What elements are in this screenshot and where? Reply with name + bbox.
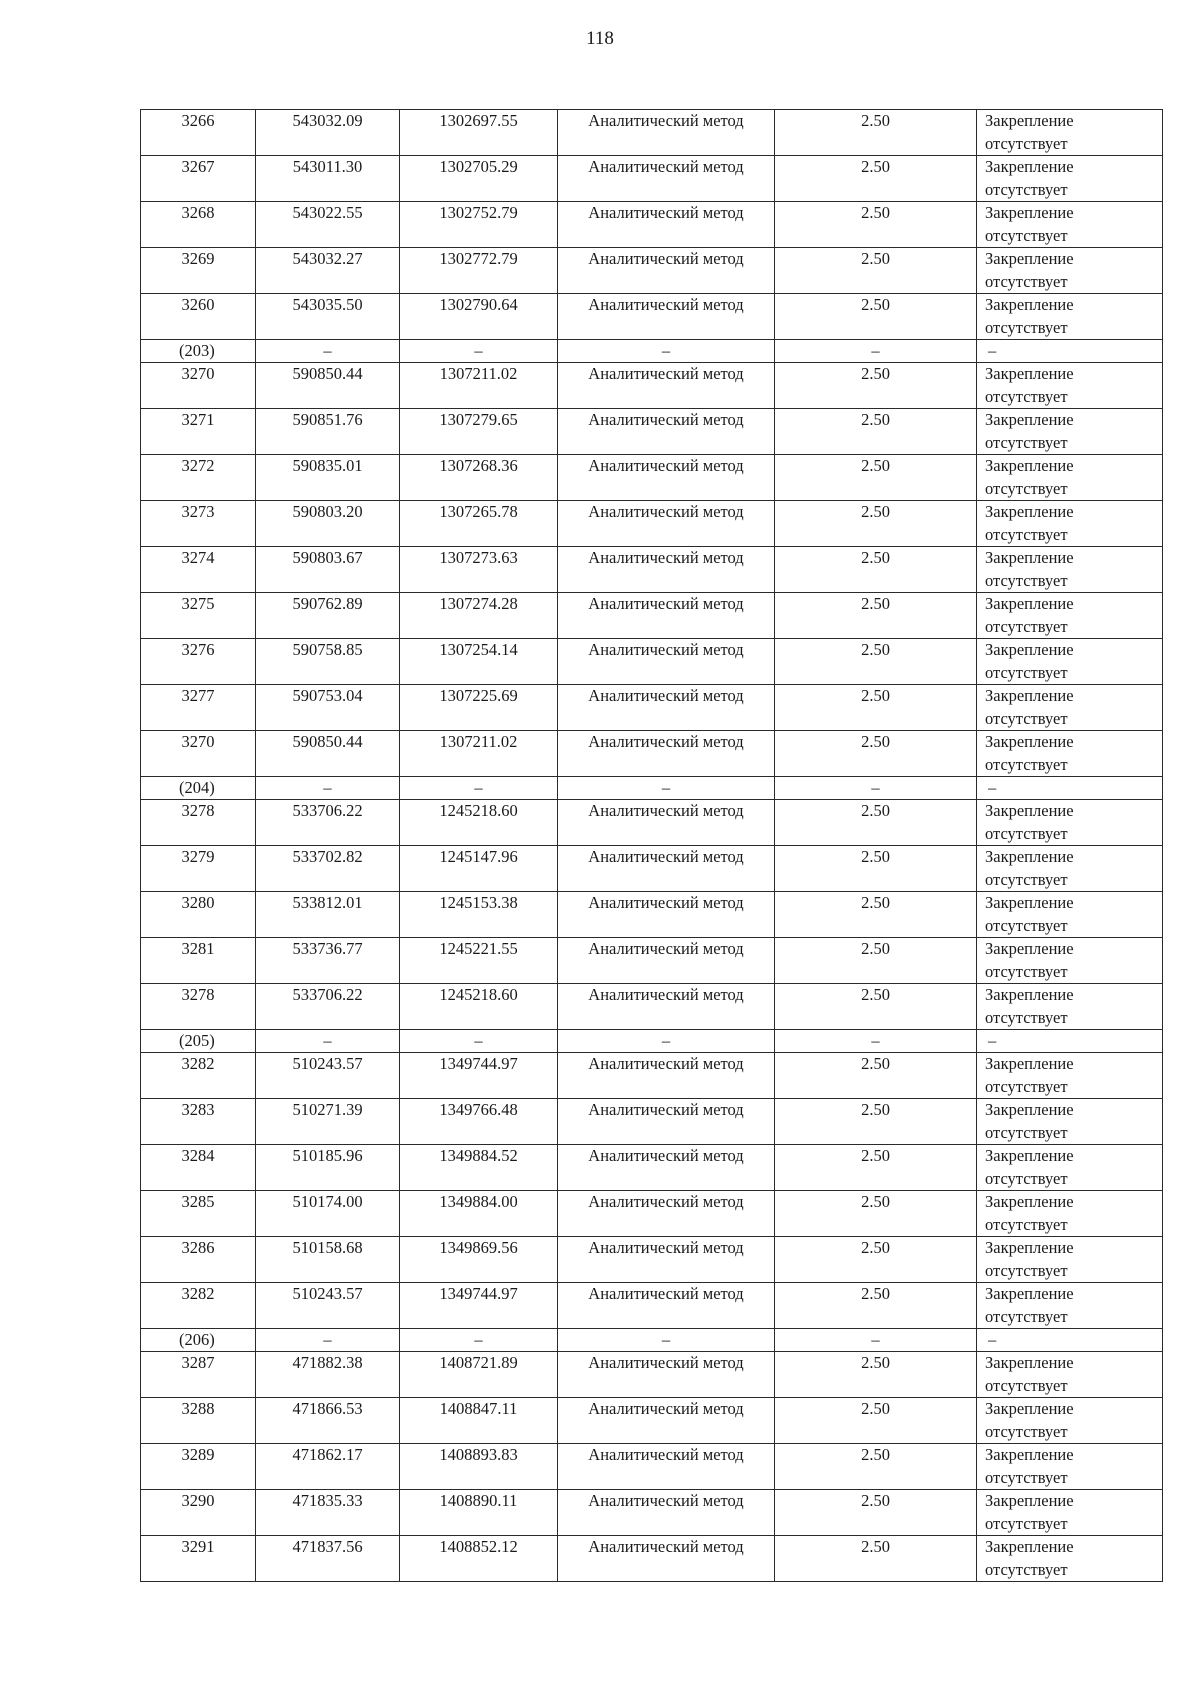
accuracy-cell: 2.50 bbox=[775, 685, 977, 731]
x-coordinate-cell: 543035.50 bbox=[256, 294, 400, 340]
y-coordinate-cell: 1349744.97 bbox=[400, 1053, 558, 1099]
method-cell: Аналитический метод bbox=[558, 1191, 775, 1237]
accuracy-cell: 2.50 bbox=[775, 363, 977, 409]
table-row bbox=[141, 547, 1163, 593]
coordinates-table-body bbox=[141, 110, 1163, 1582]
point-id-cell: 3290 bbox=[141, 1490, 256, 1536]
fixing-description-cell: Закрепление отсутствует bbox=[977, 1490, 1163, 1536]
y-coordinate-cell: 1408852.12 bbox=[400, 1536, 558, 1582]
accuracy-cell: 2.50 bbox=[775, 1237, 977, 1283]
x-coordinate-cell: 543011.30 bbox=[256, 156, 400, 202]
x-coordinate-cell: 471837.56 bbox=[256, 1536, 400, 1582]
y-coordinate-cell: – bbox=[400, 340, 558, 363]
x-coordinate-cell: 471882.38 bbox=[256, 1352, 400, 1398]
x-coordinate-cell: 590850.44 bbox=[256, 731, 400, 777]
table-row bbox=[141, 938, 1163, 984]
y-coordinate-cell: 1245218.60 bbox=[400, 800, 558, 846]
table-group-separator-row bbox=[141, 1329, 1163, 1352]
method-cell: Аналитический метод bbox=[558, 455, 775, 501]
x-coordinate-cell: 510243.57 bbox=[256, 1283, 400, 1329]
y-coordinate-cell: – bbox=[400, 1329, 558, 1352]
method-cell: Аналитический метод bbox=[558, 1536, 775, 1582]
x-coordinate-cell: 471866.53 bbox=[256, 1398, 400, 1444]
y-coordinate-cell: 1349884.52 bbox=[400, 1145, 558, 1191]
y-coordinate-cell: 1245218.60 bbox=[400, 984, 558, 1030]
method-cell: Аналитический метод bbox=[558, 800, 775, 846]
table-row bbox=[141, 248, 1163, 294]
y-coordinate-cell: 1307211.02 bbox=[400, 731, 558, 777]
fixing-description-cell: Закрепление отсутствует bbox=[977, 409, 1163, 455]
point-id-cell: 3278 bbox=[141, 984, 256, 1030]
accuracy-cell: 2.50 bbox=[775, 846, 977, 892]
point-id-cell: 3274 bbox=[141, 547, 256, 593]
point-id-cell: 3260 bbox=[141, 294, 256, 340]
table-row bbox=[141, 110, 1163, 156]
table-row bbox=[141, 156, 1163, 202]
table-group-separator-row bbox=[141, 777, 1163, 800]
x-coordinate-cell: 510243.57 bbox=[256, 1053, 400, 1099]
point-id-cell: 3271 bbox=[141, 409, 256, 455]
fixing-description-cell: – bbox=[977, 1030, 1163, 1053]
y-coordinate-cell: 1307265.78 bbox=[400, 501, 558, 547]
y-coordinate-cell: 1307273.63 bbox=[400, 547, 558, 593]
y-coordinate-cell: 1302752.79 bbox=[400, 202, 558, 248]
point-id-cell: 3275 bbox=[141, 593, 256, 639]
fixing-description-cell: Закрепление отсутствует bbox=[977, 547, 1163, 593]
x-coordinate-cell: 590851.76 bbox=[256, 409, 400, 455]
method-cell: Аналитический метод bbox=[558, 1444, 775, 1490]
fixing-description-cell: Закрепление отсутствует bbox=[977, 294, 1163, 340]
method-cell: Аналитический метод bbox=[558, 938, 775, 984]
method-cell: – bbox=[558, 777, 775, 800]
x-coordinate-cell: 533706.22 bbox=[256, 984, 400, 1030]
table-row bbox=[141, 892, 1163, 938]
method-cell: Аналитический метод bbox=[558, 846, 775, 892]
y-coordinate-cell: 1302772.79 bbox=[400, 248, 558, 294]
y-coordinate-cell: 1408721.89 bbox=[400, 1352, 558, 1398]
y-coordinate-cell: 1349766.48 bbox=[400, 1099, 558, 1145]
accuracy-cell: 2.50 bbox=[775, 1099, 977, 1145]
method-cell: Аналитический метод bbox=[558, 1352, 775, 1398]
y-coordinate-cell: 1245221.55 bbox=[400, 938, 558, 984]
table-row bbox=[141, 501, 1163, 547]
point-id-cell: 3267 bbox=[141, 156, 256, 202]
x-coordinate-cell: 590835.01 bbox=[256, 455, 400, 501]
point-id-cell: 3268 bbox=[141, 202, 256, 248]
accuracy-cell: 2.50 bbox=[775, 593, 977, 639]
method-cell: Аналитический метод bbox=[558, 1490, 775, 1536]
fixing-description-cell: – bbox=[977, 777, 1163, 800]
method-cell: Аналитический метод bbox=[558, 1398, 775, 1444]
fixing-description-cell: Закрепление отсутствует bbox=[977, 1099, 1163, 1145]
point-id-cell: 3278 bbox=[141, 800, 256, 846]
method-cell: Аналитический метод bbox=[558, 1237, 775, 1283]
point-id-cell: 3269 bbox=[141, 248, 256, 294]
fixing-description-cell: – bbox=[977, 1329, 1163, 1352]
method-cell: Аналитический метод bbox=[558, 984, 775, 1030]
method-cell: – bbox=[558, 340, 775, 363]
x-coordinate-cell: 510271.39 bbox=[256, 1099, 400, 1145]
fixing-description-cell: Закрепление отсутствует bbox=[977, 1398, 1163, 1444]
x-coordinate-cell: 533736.77 bbox=[256, 938, 400, 984]
x-coordinate-cell: 590850.44 bbox=[256, 363, 400, 409]
point-id-cell: (206) bbox=[141, 1329, 256, 1352]
fixing-description-cell: Закрепление отсутствует bbox=[977, 1283, 1163, 1329]
method-cell: Аналитический метод bbox=[558, 110, 775, 156]
accuracy-cell: 2.50 bbox=[775, 1053, 977, 1099]
x-coordinate-cell: – bbox=[256, 1329, 400, 1352]
y-coordinate-cell: – bbox=[400, 777, 558, 800]
table-row bbox=[141, 1283, 1163, 1329]
table-row bbox=[141, 1145, 1163, 1191]
fixing-description-cell: Закрепление отсутствует bbox=[977, 455, 1163, 501]
point-id-cell: 3277 bbox=[141, 685, 256, 731]
y-coordinate-cell: 1349744.97 bbox=[400, 1283, 558, 1329]
x-coordinate-cell: – bbox=[256, 777, 400, 800]
point-id-cell: 3266 bbox=[141, 110, 256, 156]
point-id-cell: 3282 bbox=[141, 1283, 256, 1329]
method-cell: Аналитический метод bbox=[558, 501, 775, 547]
table-row bbox=[141, 1099, 1163, 1145]
coordinates-table bbox=[140, 109, 1163, 1582]
y-coordinate-cell: 1307254.14 bbox=[400, 639, 558, 685]
fixing-description-cell: Закрепление отсутствует bbox=[977, 938, 1163, 984]
point-id-cell: 3288 bbox=[141, 1398, 256, 1444]
table-row bbox=[141, 1490, 1163, 1536]
method-cell: – bbox=[558, 1329, 775, 1352]
point-id-cell: 3281 bbox=[141, 938, 256, 984]
y-coordinate-cell: 1307225.69 bbox=[400, 685, 558, 731]
fixing-description-cell: Закрепление отсутствует bbox=[977, 1053, 1163, 1099]
table-row bbox=[141, 1352, 1163, 1398]
fixing-description-cell: Закрепление отсутствует bbox=[977, 984, 1163, 1030]
method-cell: – bbox=[558, 1030, 775, 1053]
point-id-cell: 3291 bbox=[141, 1536, 256, 1582]
x-coordinate-cell: – bbox=[256, 340, 400, 363]
table-row bbox=[141, 455, 1163, 501]
y-coordinate-cell: 1307211.02 bbox=[400, 363, 558, 409]
x-coordinate-cell: 590803.67 bbox=[256, 547, 400, 593]
fixing-description-cell: Закрепление отсутствует bbox=[977, 846, 1163, 892]
x-coordinate-cell: 533702.82 bbox=[256, 846, 400, 892]
fixing-description-cell: Закрепление отсутствует bbox=[977, 248, 1163, 294]
accuracy-cell: 2.50 bbox=[775, 110, 977, 156]
table-row bbox=[141, 731, 1163, 777]
fixing-description-cell: Закрепление отсутствует bbox=[977, 892, 1163, 938]
y-coordinate-cell: 1408893.83 bbox=[400, 1444, 558, 1490]
x-coordinate-cell: 590758.85 bbox=[256, 639, 400, 685]
point-id-cell: (203) bbox=[141, 340, 256, 363]
accuracy-cell: 2.50 bbox=[775, 892, 977, 938]
table-row bbox=[141, 846, 1163, 892]
fixing-description-cell: Закрепление отсутствует bbox=[977, 202, 1163, 248]
table-row bbox=[141, 1237, 1163, 1283]
fixing-description-cell: Закрепление отсутствует bbox=[977, 731, 1163, 777]
point-id-cell: 3273 bbox=[141, 501, 256, 547]
fixing-description-cell: Закрепление отсутствует bbox=[977, 800, 1163, 846]
method-cell: Аналитический метод bbox=[558, 363, 775, 409]
method-cell: Аналитический метод bbox=[558, 892, 775, 938]
y-coordinate-cell: 1302697.55 bbox=[400, 110, 558, 156]
y-coordinate-cell: 1245147.96 bbox=[400, 846, 558, 892]
y-coordinate-cell: 1408890.11 bbox=[400, 1490, 558, 1536]
y-coordinate-cell: 1302705.29 bbox=[400, 156, 558, 202]
table-row bbox=[141, 363, 1163, 409]
y-coordinate-cell: 1349884.00 bbox=[400, 1191, 558, 1237]
method-cell: Аналитический метод bbox=[558, 1053, 775, 1099]
x-coordinate-cell: 543032.09 bbox=[256, 110, 400, 156]
x-coordinate-cell: 471835.33 bbox=[256, 1490, 400, 1536]
x-coordinate-cell: 590762.89 bbox=[256, 593, 400, 639]
fixing-description-cell: Закрепление отсутствует bbox=[977, 363, 1163, 409]
method-cell: Аналитический метод bbox=[558, 156, 775, 202]
accuracy-cell: 2.50 bbox=[775, 202, 977, 248]
accuracy-cell: 2.50 bbox=[775, 547, 977, 593]
x-coordinate-cell: 590803.20 bbox=[256, 501, 400, 547]
y-coordinate-cell: 1307279.65 bbox=[400, 409, 558, 455]
method-cell: Аналитический метод bbox=[558, 685, 775, 731]
x-coordinate-cell: 510185.96 bbox=[256, 1145, 400, 1191]
point-id-cell: 3287 bbox=[141, 1352, 256, 1398]
table-row bbox=[141, 202, 1163, 248]
table-row bbox=[141, 984, 1163, 1030]
x-coordinate-cell: 543032.27 bbox=[256, 248, 400, 294]
accuracy-cell: 2.50 bbox=[775, 409, 977, 455]
table-row bbox=[141, 800, 1163, 846]
point-id-cell: 3279 bbox=[141, 846, 256, 892]
table-row bbox=[141, 409, 1163, 455]
x-coordinate-cell: 543022.55 bbox=[256, 202, 400, 248]
table-group-separator-row bbox=[141, 340, 1163, 363]
table-row bbox=[141, 1191, 1163, 1237]
y-coordinate-cell: 1307274.28 bbox=[400, 593, 558, 639]
point-id-cell: (204) bbox=[141, 777, 256, 800]
fixing-description-cell: Закрепление отсутствует bbox=[977, 501, 1163, 547]
accuracy-cell: – bbox=[775, 777, 977, 800]
method-cell: Аналитический метод bbox=[558, 202, 775, 248]
method-cell: Аналитический метод bbox=[558, 294, 775, 340]
method-cell: Аналитический метод bbox=[558, 1283, 775, 1329]
accuracy-cell: 2.50 bbox=[775, 1398, 977, 1444]
point-id-cell: (205) bbox=[141, 1030, 256, 1053]
accuracy-cell: 2.50 bbox=[775, 1283, 977, 1329]
point-id-cell: 3270 bbox=[141, 363, 256, 409]
fixing-description-cell: Закрепление отсутствует bbox=[977, 685, 1163, 731]
fixing-description-cell: Закрепление отсутствует bbox=[977, 1352, 1163, 1398]
accuracy-cell: 2.50 bbox=[775, 731, 977, 777]
table-row bbox=[141, 1398, 1163, 1444]
fixing-description-cell: Закрепление отсутствует bbox=[977, 1145, 1163, 1191]
accuracy-cell: 2.50 bbox=[775, 1145, 977, 1191]
accuracy-cell: 2.50 bbox=[775, 455, 977, 501]
table-row bbox=[141, 1444, 1163, 1490]
method-cell: Аналитический метод bbox=[558, 547, 775, 593]
fixing-description-cell: Закрепление отсутствует bbox=[977, 110, 1163, 156]
method-cell: Аналитический метод bbox=[558, 248, 775, 294]
x-coordinate-cell: 533812.01 bbox=[256, 892, 400, 938]
point-id-cell: 3272 bbox=[141, 455, 256, 501]
accuracy-cell: 2.50 bbox=[775, 639, 977, 685]
accuracy-cell: – bbox=[775, 1030, 977, 1053]
table-row bbox=[141, 1053, 1163, 1099]
accuracy-cell: – bbox=[775, 340, 977, 363]
x-coordinate-cell: 471862.17 bbox=[256, 1444, 400, 1490]
method-cell: Аналитический метод bbox=[558, 1145, 775, 1191]
y-coordinate-cell: 1307268.36 bbox=[400, 455, 558, 501]
page-number: 118 bbox=[586, 28, 614, 49]
x-coordinate-cell: 510174.00 bbox=[256, 1191, 400, 1237]
accuracy-cell: 2.50 bbox=[775, 1490, 977, 1536]
table-row bbox=[141, 639, 1163, 685]
y-coordinate-cell: 1349869.56 bbox=[400, 1237, 558, 1283]
method-cell: Аналитический метод bbox=[558, 409, 775, 455]
point-id-cell: 3285 bbox=[141, 1191, 256, 1237]
accuracy-cell: 2.50 bbox=[775, 1444, 977, 1490]
point-id-cell: 3280 bbox=[141, 892, 256, 938]
x-coordinate-cell: – bbox=[256, 1030, 400, 1053]
x-coordinate-cell: 590753.04 bbox=[256, 685, 400, 731]
fixing-description-cell: Закрепление отсутствует bbox=[977, 1536, 1163, 1582]
table-group-separator-row bbox=[141, 1030, 1163, 1053]
point-id-cell: 3284 bbox=[141, 1145, 256, 1191]
accuracy-cell: 2.50 bbox=[775, 248, 977, 294]
method-cell: Аналитический метод bbox=[558, 731, 775, 777]
point-id-cell: 3276 bbox=[141, 639, 256, 685]
fixing-description-cell: Закрепление отсутствует bbox=[977, 1191, 1163, 1237]
accuracy-cell: 2.50 bbox=[775, 1191, 977, 1237]
point-id-cell: 3286 bbox=[141, 1237, 256, 1283]
accuracy-cell: – bbox=[775, 1329, 977, 1352]
accuracy-cell: 2.50 bbox=[775, 984, 977, 1030]
table-row bbox=[141, 1536, 1163, 1582]
point-id-cell: 3283 bbox=[141, 1099, 256, 1145]
y-coordinate-cell: 1245153.38 bbox=[400, 892, 558, 938]
x-coordinate-cell: 510158.68 bbox=[256, 1237, 400, 1283]
y-coordinate-cell: 1302790.64 bbox=[400, 294, 558, 340]
table-row bbox=[141, 294, 1163, 340]
method-cell: Аналитический метод bbox=[558, 593, 775, 639]
method-cell: Аналитический метод bbox=[558, 1099, 775, 1145]
accuracy-cell: 2.50 bbox=[775, 1536, 977, 1582]
y-coordinate-cell: – bbox=[400, 1030, 558, 1053]
fixing-description-cell: Закрепление отсутствует bbox=[977, 1444, 1163, 1490]
fixing-description-cell: Закрепление отсутствует bbox=[977, 156, 1163, 202]
x-coordinate-cell: 533706.22 bbox=[256, 800, 400, 846]
point-id-cell: 3270 bbox=[141, 731, 256, 777]
y-coordinate-cell: 1408847.11 bbox=[400, 1398, 558, 1444]
accuracy-cell: 2.50 bbox=[775, 156, 977, 202]
fixing-description-cell: Закрепление отсутствует bbox=[977, 639, 1163, 685]
point-id-cell: 3289 bbox=[141, 1444, 256, 1490]
point-id-cell: 3282 bbox=[141, 1053, 256, 1099]
accuracy-cell: 2.50 bbox=[775, 294, 977, 340]
table-row bbox=[141, 593, 1163, 639]
accuracy-cell: 2.50 bbox=[775, 501, 977, 547]
fixing-description-cell: Закрепление отсутствует bbox=[977, 593, 1163, 639]
fixing-description-cell: – bbox=[977, 340, 1163, 363]
table-row bbox=[141, 685, 1163, 731]
accuracy-cell: 2.50 bbox=[775, 800, 977, 846]
accuracy-cell: 2.50 bbox=[775, 1352, 977, 1398]
method-cell: Аналитический метод bbox=[558, 639, 775, 685]
fixing-description-cell: Закрепление отсутствует bbox=[977, 1237, 1163, 1283]
accuracy-cell: 2.50 bbox=[775, 938, 977, 984]
